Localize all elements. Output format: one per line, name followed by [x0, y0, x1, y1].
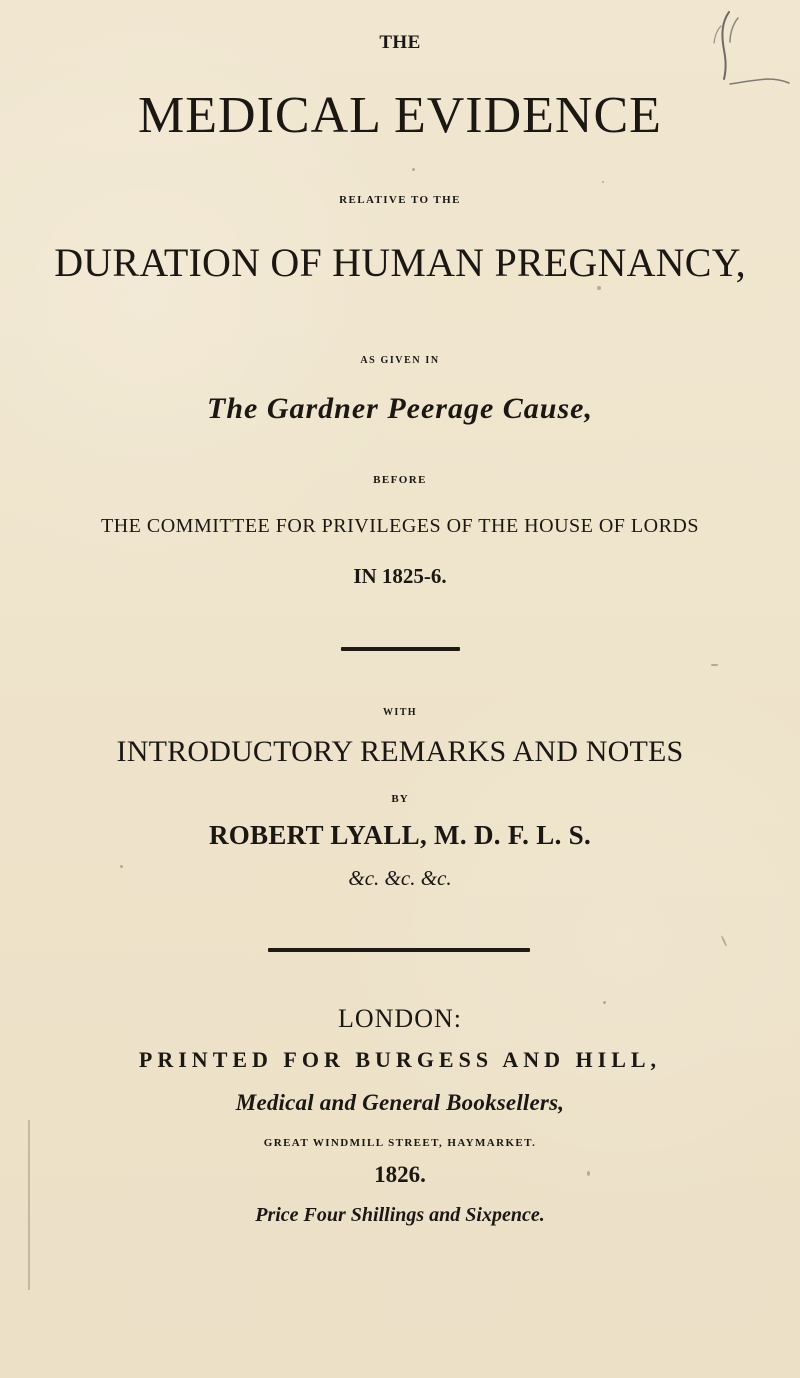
paper-speck [602, 181, 604, 183]
paper-speck [711, 664, 718, 666]
author-etc: &c. &c. &c. [348, 866, 452, 890]
title-prefix: THE [379, 32, 421, 53]
by-text: BY [391, 793, 409, 805]
upper-rule [341, 647, 460, 651]
committee-text: THE COMMITTEE FOR PRIVILEGES OF THE HOUSE OF LORDS [101, 515, 699, 537]
as-given-text: AS GIVEN IN [360, 355, 440, 366]
paper-speck [597, 286, 601, 290]
title-relative-text: RELATIVE TO THE [339, 194, 461, 206]
imprint-booksellers: Medical and General Booksellers, [235, 1090, 565, 1115]
before-text: BEFORE [373, 474, 427, 486]
imprint-printer: PRINTED FOR BURGESS AND HILL, [138, 1047, 662, 1072]
price-text: Price Four Shillings and Sixpence. [255, 1204, 545, 1226]
subject-title: DURATION OF HUMAN PREGNANCY, [54, 240, 746, 285]
author-name: ROBERT LYALL, M. D. F. L. S. [208, 820, 592, 850]
publication-year: 1826. [374, 1162, 426, 1187]
paper-speck [603, 1001, 606, 1004]
paper-speck [721, 935, 728, 947]
case-title: The Gardner Peerage Cause, [207, 392, 593, 425]
session-year: IN 1825-6. [353, 564, 447, 588]
imprint-city: LONDON: [338, 1004, 462, 1033]
with-text: WITH [383, 707, 417, 718]
lower-rule [268, 948, 530, 952]
main-title: MEDICAL EVIDENCE [138, 87, 662, 144]
introductory-heading: INTRODUCTORY REMARKS AND NOTES [116, 735, 684, 768]
paper-speck [412, 168, 415, 171]
imprint-address: GREAT WINDMILL STREET, HAYMARKET. [263, 1137, 537, 1149]
